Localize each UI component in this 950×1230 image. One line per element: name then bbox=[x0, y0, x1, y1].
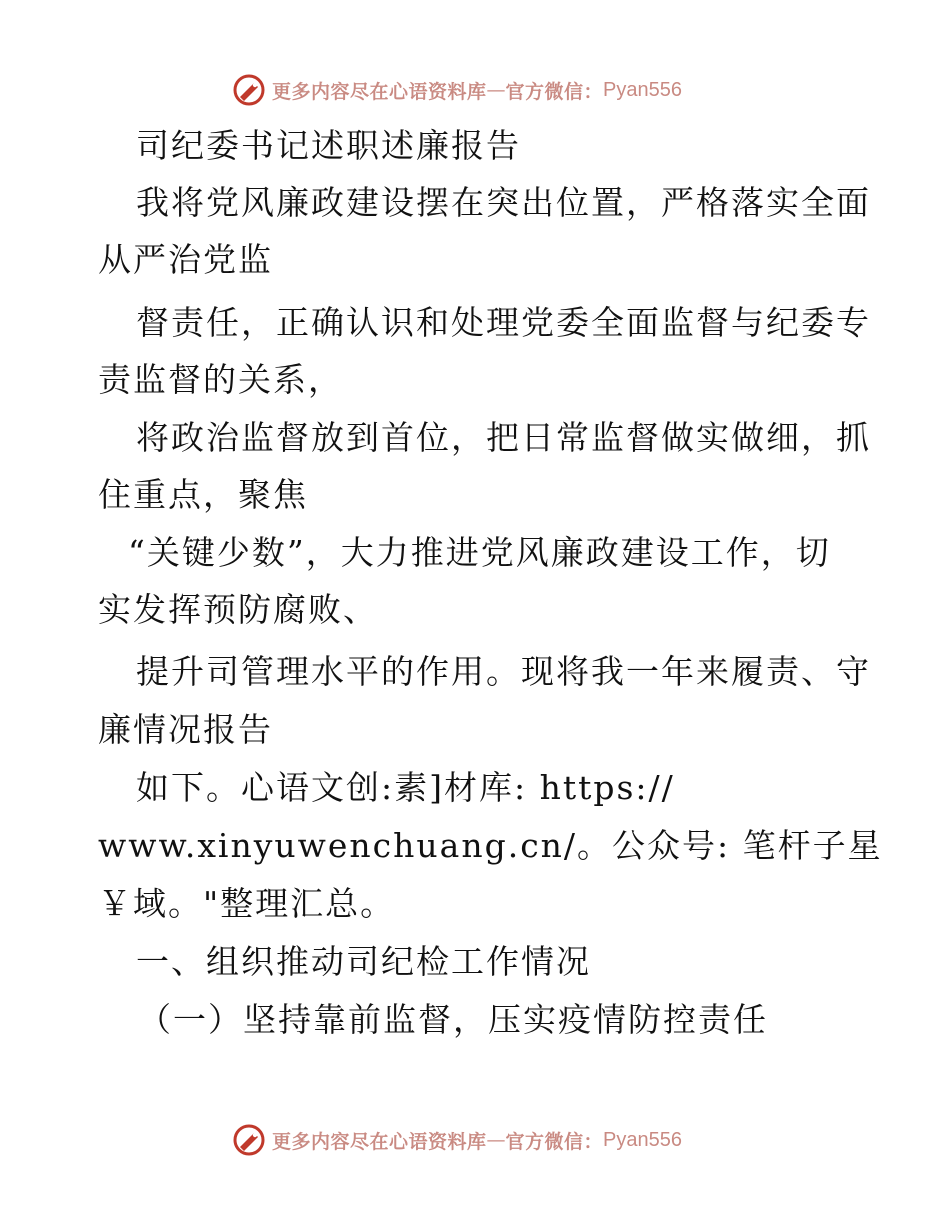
paragraph-line: 督责任，正确认识和处理党委全面监督与纪委专 bbox=[136, 303, 871, 342]
section-heading: 一、组织推动司纪检工作情况 bbox=[136, 942, 591, 981]
header-watermark-banner bbox=[232, 70, 752, 110]
paragraph-line: 提升司管理水平的作用。现将我一年来履责、守 bbox=[136, 652, 871, 691]
subsection-heading: （一）坚持靠前监督，压实疫情防控责任 bbox=[138, 1000, 768, 1039]
paragraph-line: 廉情况报告 bbox=[98, 710, 273, 749]
banner-wechat-id: Pyan556 bbox=[603, 1128, 682, 1151]
paragraph-line: “关键少数”，大力推进党风廉政建设工作，切 bbox=[128, 533, 831, 572]
banner-separator: — bbox=[486, 1129, 506, 1151]
pen-nib-seal-icon bbox=[232, 1123, 266, 1157]
banner-text: 更多内容尽在心语资料库 bbox=[272, 80, 487, 103]
paragraph-line: 实发挥预防腐败、 bbox=[98, 590, 378, 629]
pen-nib-seal-icon bbox=[232, 73, 266, 107]
banner-wechat-id: Pyan556 bbox=[603, 78, 682, 101]
paragraph-line: 责监督的关系， bbox=[98, 360, 343, 399]
paragraph-line: 住重点，聚焦 bbox=[98, 475, 308, 514]
paragraph-line: ￥域。"整理汇总。 bbox=[98, 884, 396, 923]
paragraph-line: 我将党风廉政建设摆在突出位置，严格落实全面 bbox=[136, 183, 871, 222]
banner-label: 官方微信： bbox=[505, 80, 604, 103]
paragraph-line: 如下。心语文创:素]材库: https:// bbox=[136, 768, 675, 807]
paragraph-line: 将政治监督放到首位，把日常监督做实做细，抓 bbox=[136, 418, 871, 457]
banner-separator: — bbox=[486, 79, 506, 101]
footer-watermark-banner bbox=[232, 1120, 752, 1160]
document-title: 司纪委书记述职述廉报告 bbox=[136, 126, 521, 165]
paragraph-line: 从严治党监 bbox=[98, 240, 273, 279]
banner-label: 官方微信： bbox=[505, 1130, 604, 1153]
banner-text: 更多内容尽在心语资料库 bbox=[272, 1130, 487, 1153]
paragraph-line: www.xinyuwenchuang.cn/。公众号: 笔杆子星 bbox=[98, 826, 883, 865]
